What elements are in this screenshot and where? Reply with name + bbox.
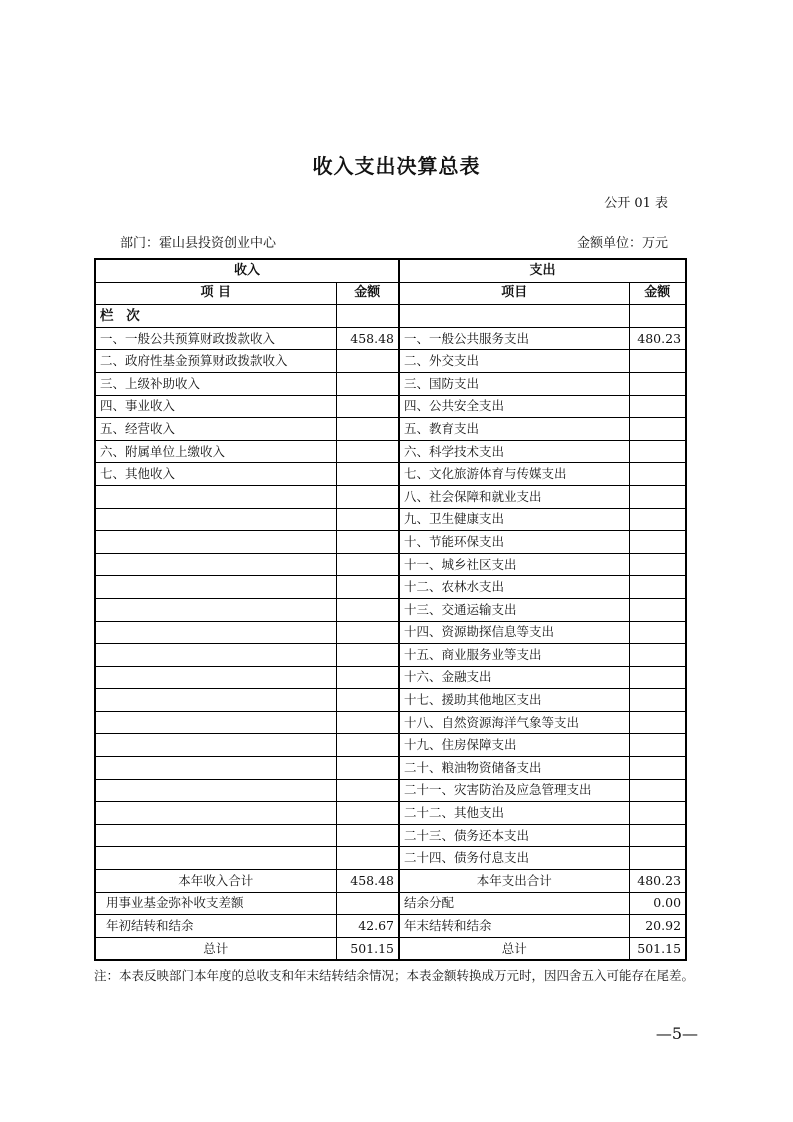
income-amount-cell [336,553,399,576]
income-amount-column-header: 金额 [336,282,399,305]
lanci-row [95,305,686,328]
income-item-cell [95,757,336,780]
expense-item-cell: 四、公共安全支出 [399,395,629,418]
income-item-cell [95,689,336,712]
expense-item-cell: 十六、金融支出 [399,666,629,689]
table-row [95,327,686,350]
income-amount-cell [336,531,399,554]
income-amount-cell [336,440,399,463]
expense-section-header: 支出 [399,259,686,282]
income-amount-cell [336,779,399,802]
income-item-cell [95,666,336,689]
expense-item-cell: 二、外交支出 [399,350,629,373]
income-amount-cell [336,666,399,689]
income-summary-label: 本年收入合计 [95,870,336,893]
income-item-cell [95,824,336,847]
expense-amount-cell [629,553,686,576]
table-row [95,440,686,463]
expense-amount-cell [629,824,686,847]
page-title: 收入支出决算总表 [312,154,481,178]
income-amount-cell [336,372,399,395]
income-amount-cell [336,576,399,599]
expense-item-cell: 十一、城乡社区支出 [399,553,629,576]
expense-amount-cell [629,576,686,599]
income-summary-label: 用事业基金弥补收支差额 [95,892,336,915]
income-item-cell [95,508,336,531]
income-amount-cell [336,621,399,644]
income-item-cell [95,779,336,802]
form-code: 公开 01 表 [604,196,668,211]
expense-summary-label: 结余分配 [399,892,629,915]
table-row [95,576,686,599]
income-amount-cell [336,689,399,712]
income-amount-cell [336,598,399,621]
income-amount-cell [336,824,399,847]
expense-amount-cell [629,666,686,689]
income-amount-cell [336,350,399,373]
income-section-header: 收入 [95,259,399,282]
income-item-cell [95,485,336,508]
expense-item-cell: 八、社会保障和就业支出 [399,485,629,508]
footnote: 注：本表反映部门本年度的总收支和年末结转结余情况；本表金额转换成万元时，因四舍五入可能存在尾差。 [94,968,695,983]
expense-item-cell: 十七、援助其他地区支出 [399,689,629,712]
expense-item-cell: 十八、自然资源海洋气象等支出 [399,711,629,734]
expense-summary-label: 总计 [399,937,629,960]
income-amount-cell [336,418,399,441]
expense-item-cell: 十三、交通运输支出 [399,598,629,621]
table-row [95,418,686,441]
unit-label: 金额单位：万元 [576,236,668,251]
expense-amount-cell [629,734,686,757]
income-item-cell [95,598,336,621]
expense-item-cell: 十五、商业服务业等支出 [399,644,629,667]
table-row [95,621,686,644]
total-row [95,937,686,960]
table-column-header-row [95,282,686,305]
table-row [95,531,686,554]
table-row [95,508,686,531]
income-amount-cell [336,644,399,667]
subtotal-row [95,870,686,893]
income-item-cell: 二、政府性基金预算财政拨款收入 [95,350,336,373]
lanci-empty-cell [399,305,629,328]
expense-summary-amount: 480.23 [629,870,686,893]
table-row [95,824,686,847]
income-item-cell: 三、上级补助收入 [95,372,336,395]
expense-amount-cell [629,440,686,463]
income-amount-cell [336,485,399,508]
income-amount-cell [336,847,399,870]
carryover-row [95,915,686,938]
expense-amount-cell [629,531,686,554]
income-item-cell: 五、经营收入 [95,418,336,441]
income-amount-cell [336,734,399,757]
income-summary-amount: 42.67 [336,915,399,938]
expense-item-cell: 十九、住房保障支出 [399,734,629,757]
income-amount-cell [336,802,399,825]
expense-item-cell: 十四、资源勘探信息等支出 [399,621,629,644]
lanci-empty-cell [336,305,399,328]
page-number: —5— [655,1024,698,1043]
income-item-cell: 六、附属单位上缴收入 [95,440,336,463]
table-row [95,757,686,780]
income-item-cell [95,553,336,576]
income-summary-label: 总计 [95,937,336,960]
expense-amount-cell [629,395,686,418]
table-row [95,734,686,757]
table-row [95,711,686,734]
table-row [95,847,686,870]
income-summary-amount [336,892,399,915]
expense-item-cell: 二十三、债务还本支出 [399,824,629,847]
table-row [95,485,686,508]
table-row [95,598,686,621]
expense-amount-cell [629,621,686,644]
expense-amount-cell [629,485,686,508]
expense-item-cell: 六、科学技术支出 [399,440,629,463]
expense-summary-label: 本年支出合计 [399,870,629,893]
income-item-cell [95,734,336,757]
table-row [95,666,686,689]
income-item-cell: 四、事业收入 [95,395,336,418]
income-summary-amount: 501.15 [336,937,399,960]
income-item-cell [95,802,336,825]
expense-amount-cell: 480.23 [629,327,686,350]
expense-summary-amount: 501.15 [629,937,686,960]
expense-item-cell: 一、一般公共服务支出 [399,327,629,350]
income-item-cell [95,531,336,554]
income-item-cell [95,621,336,644]
expense-item-cell: 二十二、其他支出 [399,802,629,825]
expense-amount-cell [629,711,686,734]
expense-summary-label: 年末结转和结余 [399,915,629,938]
expense-item-column-header: 项目 [399,282,629,305]
fund-balance-row [95,892,686,915]
income-amount-cell [336,395,399,418]
income-item-cell: 一、一般公共预算财政拨款收入 [95,327,336,350]
table-row [95,350,686,373]
expense-amount-cell [629,372,686,395]
expense-amount-cell [629,463,686,486]
expense-item-cell: 十、节能环保支出 [399,531,629,554]
table-row [95,463,686,486]
expense-amount-cell [629,757,686,780]
table-row [95,689,686,712]
expense-item-cell: 三、国防支出 [399,372,629,395]
expense-amount-cell [629,689,686,712]
department-label: 部门：霍山县投资创业中心 [120,236,277,251]
table-row [95,644,686,667]
income-amount-cell [336,711,399,734]
income-item-cell: 七、其他收入 [95,463,336,486]
income-amount-cell [336,463,399,486]
expense-item-cell: 七、文化旅游体育与传媒支出 [399,463,629,486]
lanci-empty-cell [629,305,686,328]
expense-item-cell: 二十、粮油物资储备支出 [399,757,629,780]
income-item-cell [95,644,336,667]
expense-item-cell: 十二、农林水支出 [399,576,629,599]
expense-amount-cell [629,418,686,441]
budget-summary-table [94,258,687,961]
expense-item-cell: 五、教育支出 [399,418,629,441]
table-row [95,395,686,418]
table-row [95,553,686,576]
expense-amount-column-header: 金额 [629,282,686,305]
expense-amount-cell [629,847,686,870]
expense-summary-amount: 0.00 [629,892,686,915]
expense-amount-cell [629,350,686,373]
income-item-cell [95,576,336,599]
expense-amount-cell [629,598,686,621]
table-row [95,372,686,395]
expense-item-cell: 二十四、债务付息支出 [399,847,629,870]
table-section-header-row [95,259,686,282]
expense-amount-cell [629,802,686,825]
table-row [95,802,686,825]
income-summary-label: 年初结转和结余 [95,915,336,938]
expense-amount-cell [629,644,686,667]
expense-item-cell: 九、卫生健康支出 [399,508,629,531]
table-row [95,779,686,802]
expense-item-cell: 二十一、灾害防治及应急管理支出 [399,779,629,802]
expense-amount-cell [629,779,686,802]
income-amount-cell [336,508,399,531]
expense-amount-cell [629,508,686,531]
income-item-cell [95,847,336,870]
income-item-column-header: 项 目 [95,282,336,305]
income-amount-cell [336,757,399,780]
income-summary-amount: 458.48 [336,870,399,893]
income-amount-cell: 458.48 [336,327,399,350]
expense-summary-amount: 20.92 [629,915,686,938]
income-item-cell [95,711,336,734]
lanci-label: 栏 次 [95,305,336,328]
